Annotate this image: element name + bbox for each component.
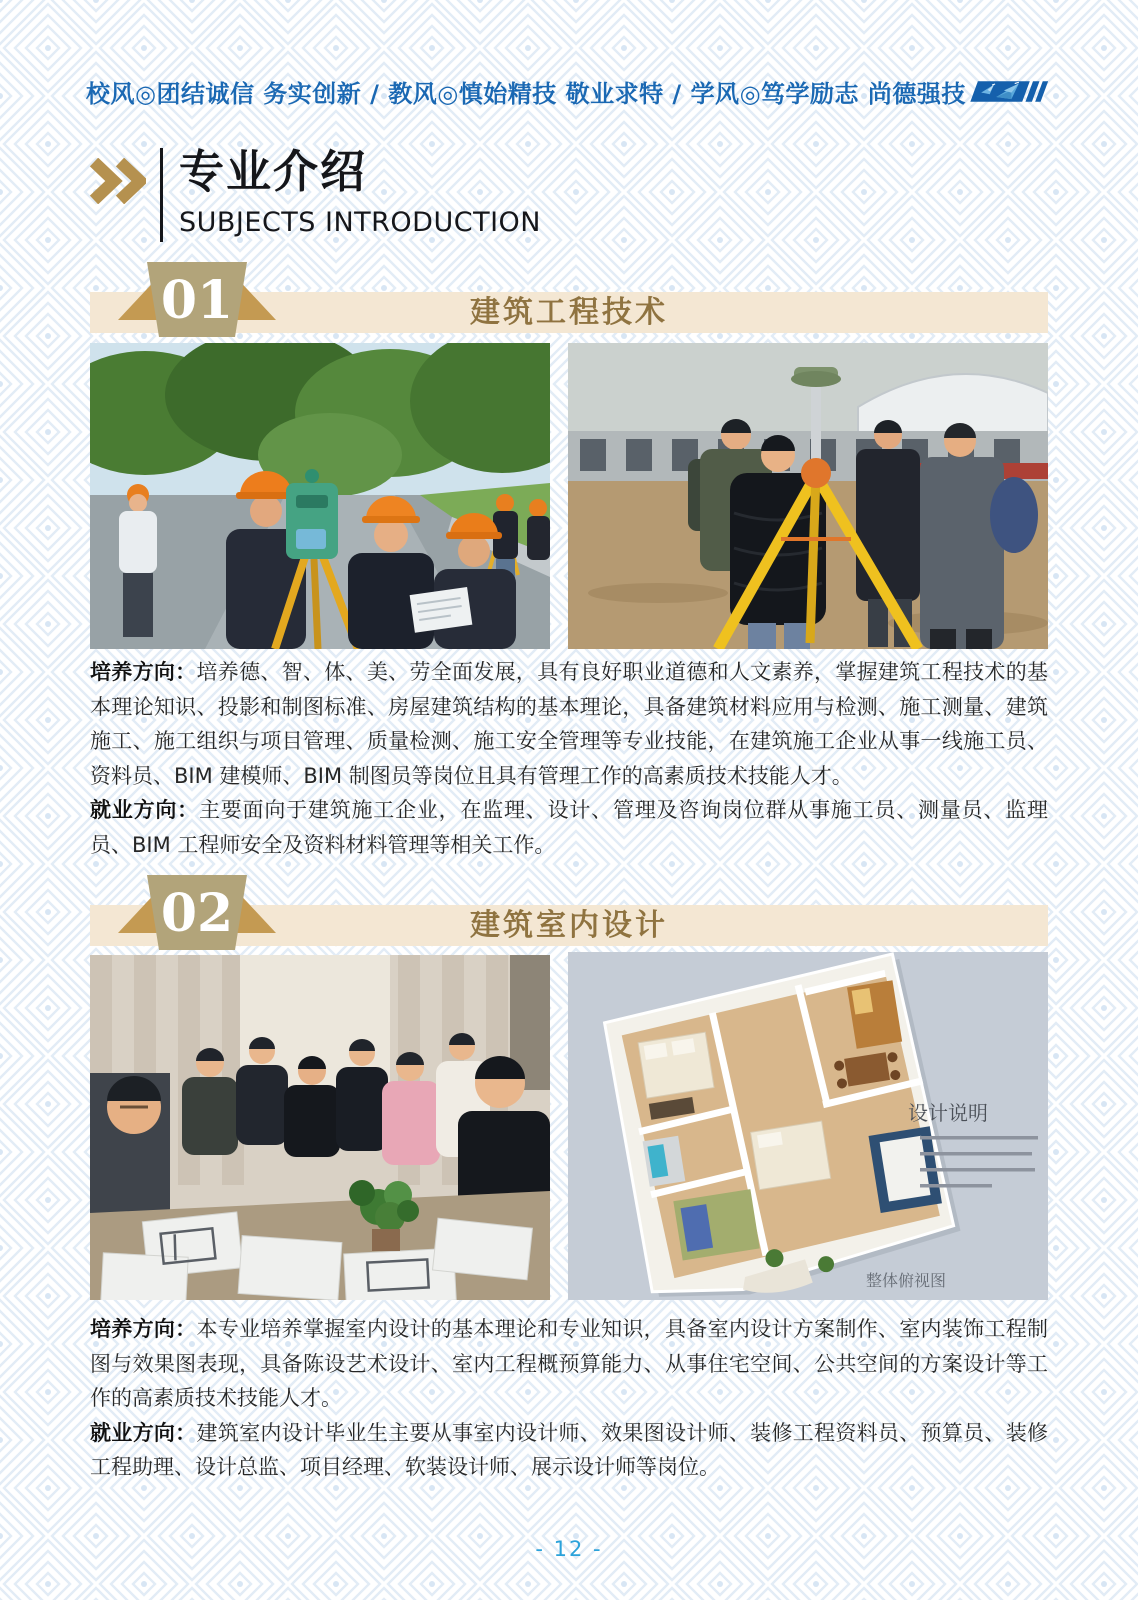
motto-bar bbox=[86, 70, 1048, 112]
photo-students-gnss-tripod-field bbox=[568, 343, 1048, 649]
page-number: - 12 - bbox=[535, 1537, 603, 1561]
training-direction-paragraph: 培养方向：本专业培养掌握室内设计的基本理论和专业知识，具备室内设计方案制作、室内装饰工程制图与效果图表现，具备陈设艺术设计、室内工程概预算能力、从事住宅空间、公共空间的方案设计等工作的高素质技术技能人才。 bbox=[90, 1317, 1049, 1411]
double-chevron-icon bbox=[88, 158, 146, 204]
employment-direction-paragraph: 就业方向：主要面向于建筑施工企业，在监理、设计、管理及咨询岗位群从事施工员、测量员、监理员、BIM 工程师安全及资料材料管理等相关工作。 bbox=[90, 798, 1048, 857]
section-02-paragraphs bbox=[90, 1312, 1048, 1485]
employment-direction-label: 就业方向： bbox=[90, 1420, 197, 1445]
page-title: 专业介绍 bbox=[179, 145, 368, 198]
employment-direction-label: 就业方向： bbox=[90, 798, 199, 823]
employment-direction-paragraph: 就业方向：建筑室内设计毕业生主要从事室内设计师、效果图设计师、装修工程资料员、预算员、装修工程助理、设计总监、项目经理、软装设计师、展示设计师等岗位。 bbox=[90, 1420, 1049, 1480]
floor-plan-caption: 整体俯视图 bbox=[866, 1271, 947, 1290]
training-direction-paragraph: 培养方向：培养德、智、体、美、劳全面发展，具有良好职业道德和人文素养，掌握建筑工程技术的基本理论知识、投影和制图标准、房屋建筑结构的基本理论，具备建筑材料应用与检测、施工测量、建筑施工、施工组织与项目管理、质量检测、施工安全管理等专业技能，在建筑施工企业从事一线施工员、资料员、BIM 建模师、BIM 制图员等岗位且具有管理工作的高素质技术技能人才。 bbox=[90, 660, 1049, 788]
section-02-header bbox=[90, 875, 1048, 950]
section-01-number-badge bbox=[116, 262, 278, 337]
section-02-title: 建筑室内设计 bbox=[470, 908, 668, 943]
svg-text:01: 01 bbox=[160, 270, 234, 331]
svg-text:设计说明: 设计说明 bbox=[908, 1101, 988, 1125]
section-01-paragraphs bbox=[90, 655, 1048, 863]
photo-3d-floor-plan bbox=[568, 952, 1048, 1300]
photo-students-reviewing-drawings bbox=[90, 955, 550, 1300]
section-01-header bbox=[90, 262, 1048, 337]
section-02-number-badge bbox=[116, 875, 278, 950]
school-motto-text: 校风◎团结诚信 务实创新 / 教风◎慎始精技 敬业求特 / 学风◎笃学励志 尚德强技 bbox=[86, 79, 966, 108]
svg-text:02: 02 bbox=[160, 883, 234, 944]
paper-airplane-logo-icon bbox=[966, 70, 1048, 112]
training-direction-label: 培养方向： bbox=[90, 660, 197, 684]
photo-students-surveying-campus-road bbox=[90, 343, 550, 649]
page-title-block bbox=[88, 145, 541, 242]
page-subtitle: SUBJECTS INTRODUCTION bbox=[179, 207, 541, 239]
section-01-title: 建筑工程技术 bbox=[470, 295, 668, 330]
training-direction-label: 培养方向： bbox=[90, 1317, 197, 1341]
